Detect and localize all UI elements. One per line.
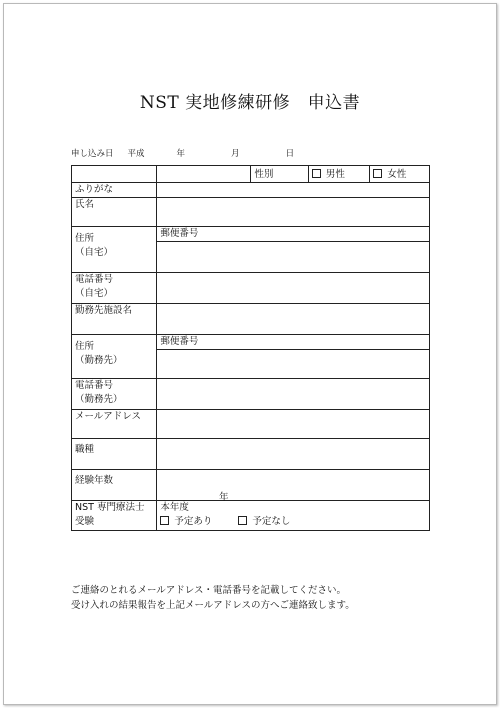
gender-label: 性別 [254, 169, 274, 180]
month-label: 月 [231, 149, 240, 159]
work-address-field[interactable] [157, 350, 430, 379]
work-postal-code-label: 郵便番号 [160, 336, 199, 347]
work-address-sublabel: （勤務先） [75, 355, 123, 366]
email-row [72, 410, 430, 439]
work-address-label-cell [72, 335, 157, 379]
home-phone-label-cell [72, 273, 157, 304]
male-label: 男性 [325, 169, 345, 180]
name-label: 氏名 [72, 198, 157, 227]
furigana-label: ふりがな [72, 183, 157, 198]
nst-exam-sublabel: 受験 [75, 516, 95, 527]
home-postal-code-label: 郵便番号 [160, 228, 199, 239]
work-address-label: 住所 [75, 341, 95, 352]
footer-note-1: ご連絡のとれるメールアドレス・電話番号を記載してください。 [71, 585, 347, 596]
home-postal-code-field[interactable] [157, 227, 430, 242]
work-phone-label: 電話番号 [75, 380, 114, 391]
home-address-label: 住所 [75, 233, 95, 244]
female-option[interactable] [370, 166, 430, 183]
furigana-row [72, 183, 430, 198]
years-unit-label: 年 [219, 492, 229, 503]
application-date-line [71, 147, 301, 159]
year-label: 年 [176, 149, 186, 159]
email-field[interactable] [157, 410, 430, 439]
nst-exam-row [72, 501, 430, 531]
furigana-field[interactable] [157, 183, 430, 198]
application-date-label: 申し込み日 [71, 149, 114, 159]
work-address-row [72, 335, 430, 350]
home-address-sublabel: （自宅） [75, 247, 114, 258]
footer-note-2: 受け入れの結果報告を上記メールアドレスの方へご連絡致します。 [71, 600, 355, 611]
work-phone-row [72, 379, 430, 410]
experience-label: 経験年数 [72, 470, 157, 501]
female-checkbox[interactable] [373, 169, 382, 178]
exam-planned-option[interactable] [160, 516, 212, 527]
workplace-row [72, 304, 430, 335]
home-phone-field[interactable] [157, 273, 430, 304]
nst-exam-options [157, 501, 430, 531]
exam-not-planned-option[interactable] [238, 516, 290, 527]
email-label: メールアドレス [72, 410, 157, 439]
home-phone-label: 電話番号 [75, 274, 114, 285]
workplace-field[interactable] [157, 304, 430, 335]
exam-planned-label: 予定あり [174, 516, 213, 527]
job-type-row [72, 439, 430, 470]
form-title: NST 実地修練研修 申込書 [139, 93, 361, 113]
job-type-field[interactable] [157, 439, 430, 470]
work-postal-code-field[interactable] [157, 335, 430, 350]
era-label: 平成 [127, 149, 145, 159]
exam-not-planned-label: 予定なし [252, 516, 291, 527]
home-address-row [72, 227, 430, 242]
home-address-field[interactable] [157, 242, 430, 273]
workplace-label: 勤務先施設名 [72, 304, 157, 335]
gender-label-cell [251, 166, 309, 183]
footer-notes [71, 583, 355, 613]
work-phone-field[interactable] [157, 379, 430, 410]
home-phone-row [72, 273, 430, 304]
blank-label-cell [72, 166, 157, 183]
male-option[interactable] [308, 166, 370, 183]
male-checkbox[interactable] [312, 169, 321, 178]
exam-planned-checkbox[interactable] [160, 516, 169, 525]
job-type-label: 職種 [72, 439, 157, 470]
blank-cell [157, 166, 251, 183]
experience-row [72, 470, 430, 501]
this-year-label: 本年度 [160, 502, 189, 513]
day-label: 日 [285, 149, 295, 159]
work-phone-label-cell [72, 379, 157, 410]
work-phone-sublabel: （勤務先） [75, 394, 123, 405]
application-form-table [71, 165, 430, 531]
exam-not-planned-checkbox[interactable] [238, 516, 247, 525]
female-label: 女性 [387, 169, 407, 180]
home-phone-sublabel: （自宅） [75, 288, 114, 299]
name-row [72, 198, 430, 227]
name-field[interactable] [157, 198, 430, 227]
experience-field[interactable] [157, 470, 430, 501]
nst-exam-label-cell [72, 501, 157, 531]
home-address-label-cell [72, 227, 157, 273]
gender-row [72, 166, 430, 183]
nst-exam-label: NST 専門療法士 [75, 502, 145, 513]
